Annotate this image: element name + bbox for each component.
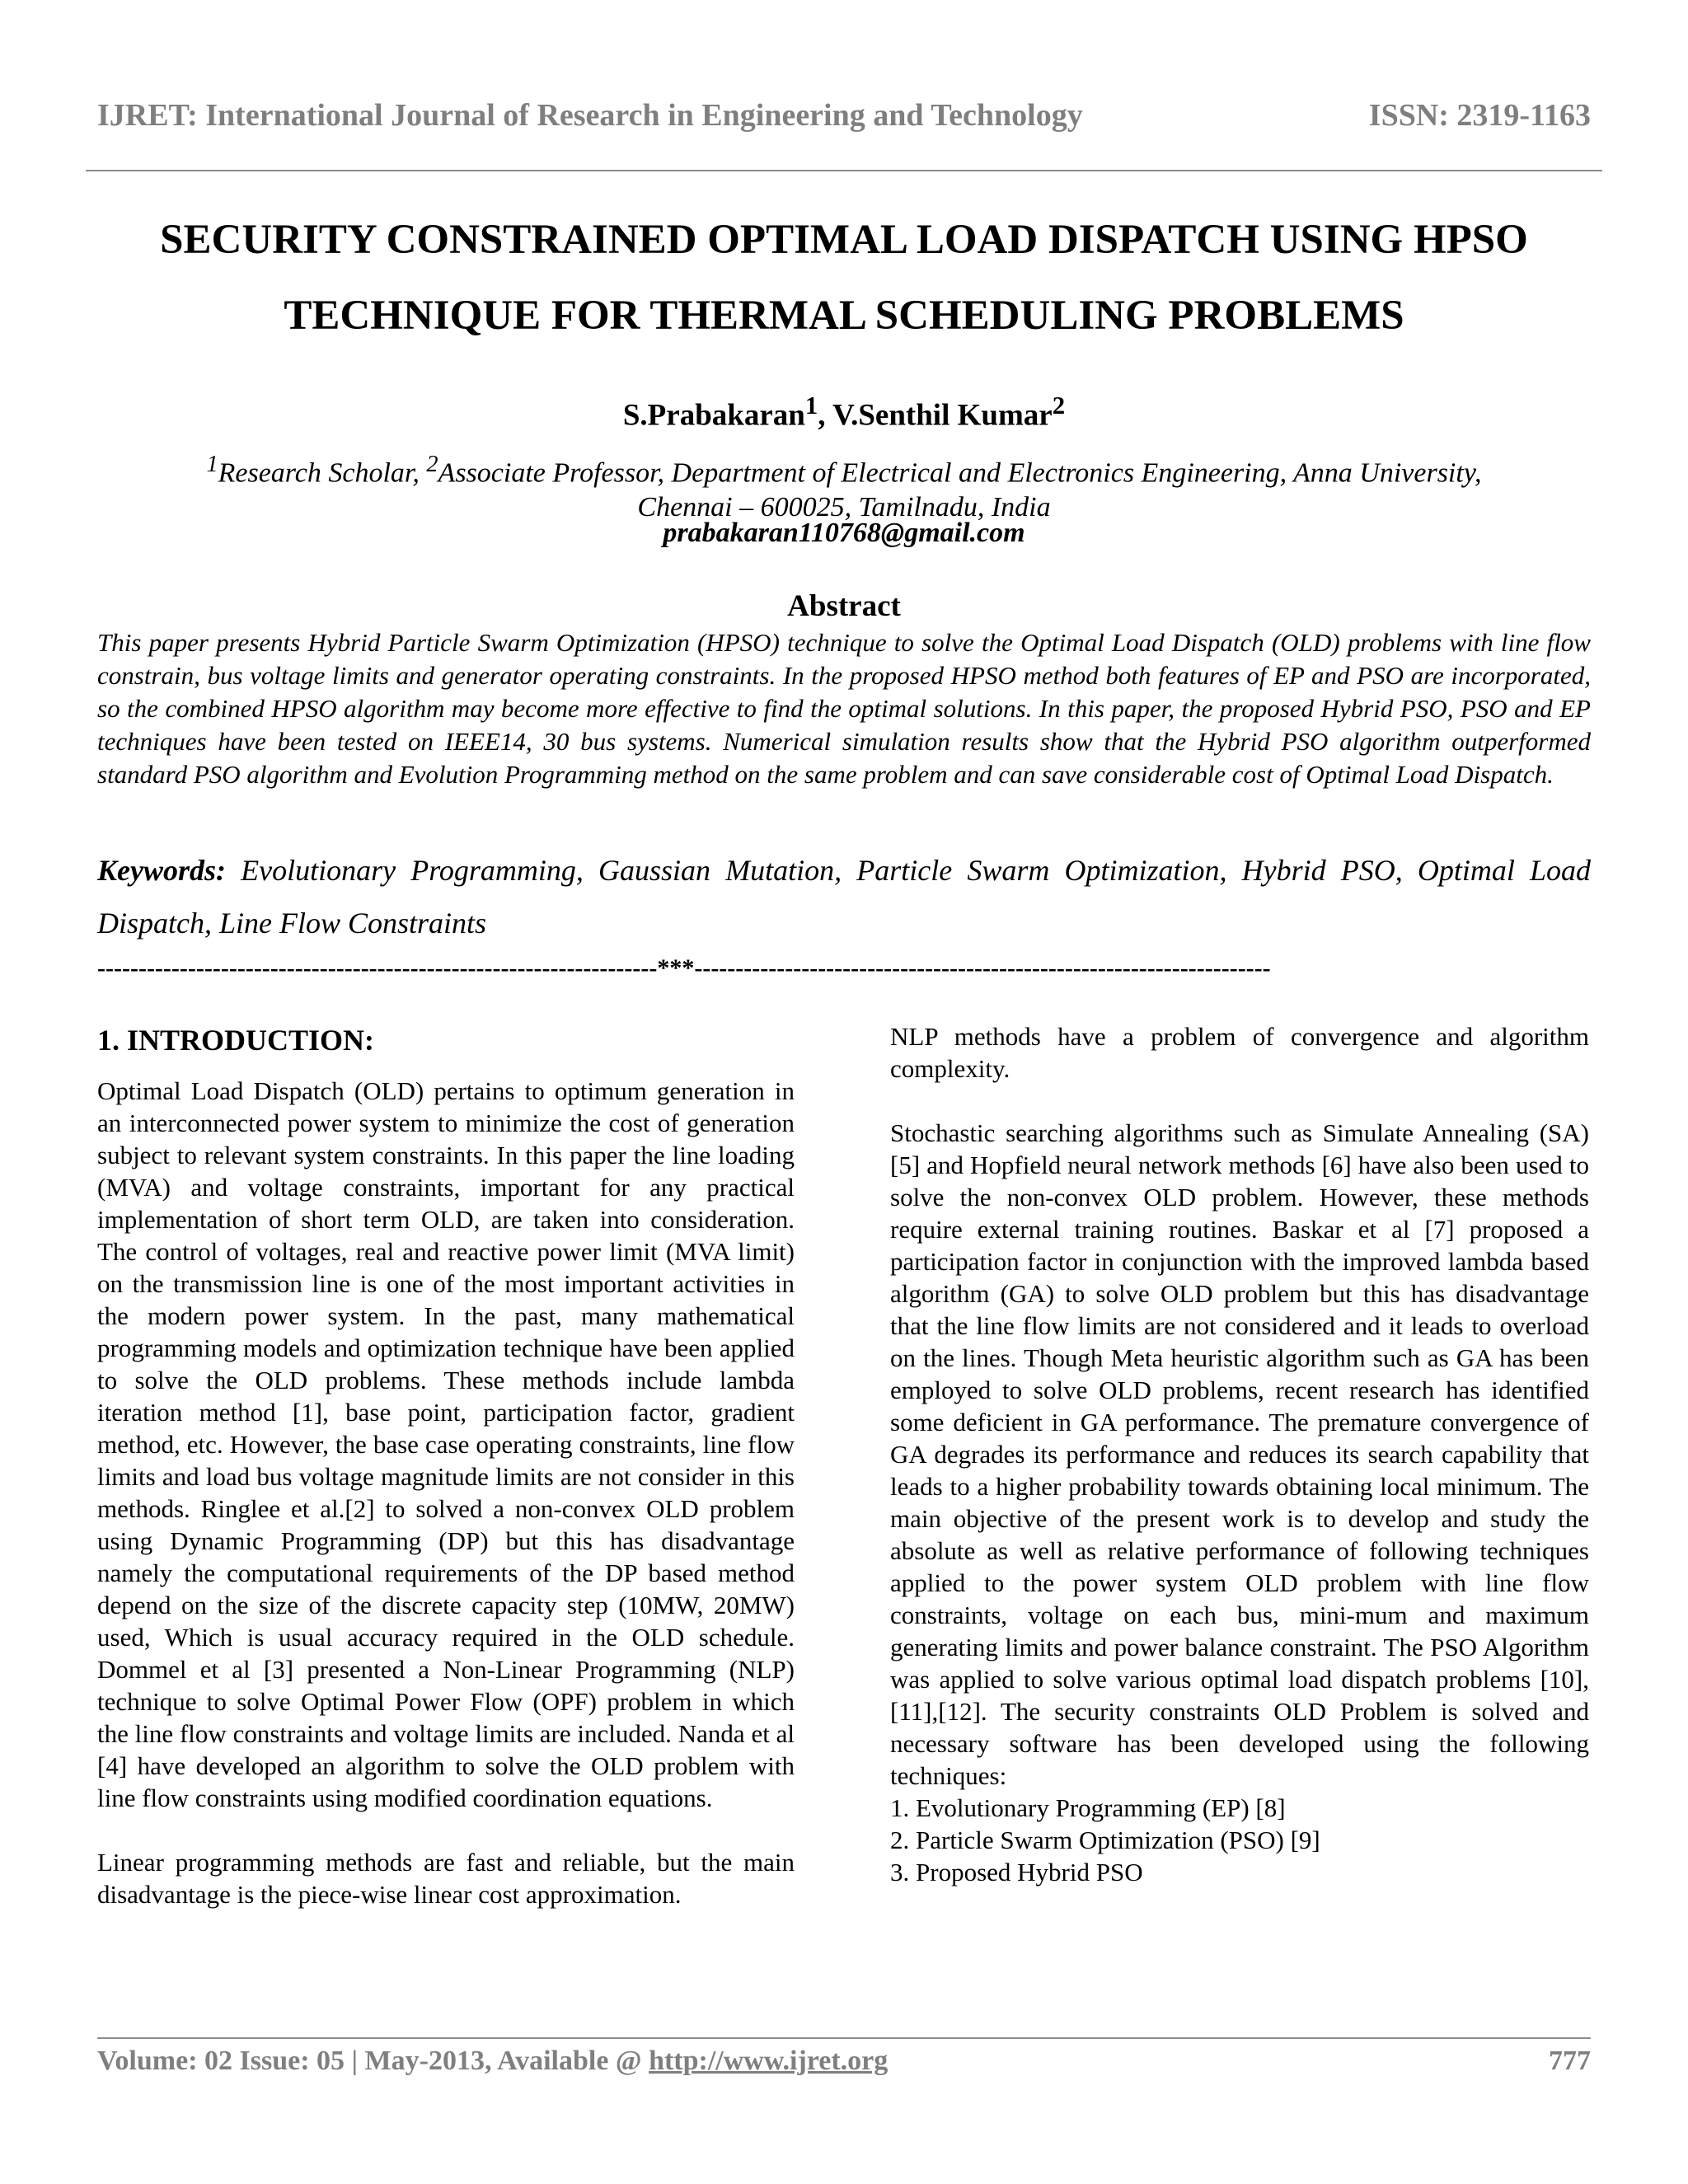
author-2: V.Senthil Kumar — [832, 398, 1053, 433]
affil-mark-1: 1 — [206, 452, 218, 477]
affil-role-1: Research Scholar, — [218, 457, 427, 489]
title-line-1: SECURITY CONSTRAINED OPTIMAL LOAD DISPATCH USING HPSO — [160, 217, 1528, 263]
footer-rule — [97, 2037, 1591, 2039]
issn: ISSN: 2319-1163 — [1368, 98, 1591, 133]
right-paragraph-2: Stochastic searching algorithms such as Simulate Annealing (SA) [5] and Hopfield neural network methods [6] have also been used to solve the non-convex OLD problem. However, these methods require external training routines. Baskar et al [7] proposed a participation factor in conjunction with the improved lambda based algorithm (GA) to solve OLD problem but this has disadvantage that the line flow limits are not considered and it leads to overload on the lines. Though Meta heuristic algorithm such as GA has been employed to solve OLD problems, recent research has identified some deficient in GA performance. The premature convergence of GA degrades its performance and reduces its search capability that leads to a higher probability towards obtaining local minimum. The main objective of the present work is to develop and study the absolute as well as relative performance of following techniques applied to the power system OLD problem with line flow constraints, voltage on each bus, mini-mum and maximum generating limits and power balance constraint. The PSO Algorithm was applied to solve various optimal load dispatch problems [10],[11],[12]. The security constraints OLD Problem is solved and necessary software has been developed using the following techniques: — [890, 1118, 1589, 1790]
abstract-text: This paper presents Hybrid Particle Swarm Optimization (HPSO) technique to solve the Optimal Load Dispatch (OLD) problems with line flow constrain, bus voltage limits and generator operating constraints. In the proposed HPSO method both features of EP and PSO are incorporated, so the combined HPSO algorithm may become more effective to find the optimal solutions. In this paper, the proposed Hybrid PSO, PSO and EP techniques have been tested on IEEE14, 30 bus systems. Numerical simulation results show that the Hybrid PSO algorithm outperformed standard PSO algorithm and Evolution Programming method on the same problem and can save considerable cost of Optimal Load Dispatch. — [97, 628, 1591, 789]
header-rule — [86, 170, 1602, 171]
authors — [86, 391, 1602, 433]
page-number: 777 — [1549, 2046, 1591, 2076]
volume-text: Volume: 02 Issue: 05 | May-2013, Available @ — [97, 2046, 649, 2076]
author-2-affil-mark: 2 — [1052, 391, 1066, 419]
keywords — [97, 844, 1591, 949]
affiliation-line-2: Chennai – 600025, Tamilnadu, India — [637, 492, 1051, 523]
list-item: 1. Evolutionary Programming (EP) [8] — [890, 1793, 1286, 1822]
left-column — [97, 1020, 795, 1943]
intro-paragraph-1: Optimal Load Dispatch (OLD) pertains to optimum generation in an interconnected power system to minimize the cost of generation subject to relevant system constraints. In this paper the line loading (MVA) and voltage constraints, important for any practical implementation of short term OLD, are taken into consideration. The control of voltages, real and reactive power limit (MVA limit) on the transmission line is one of the most important activities in the modern power system. In the past, many mathematical programming models and optimization technique have been applied to solve the OLD problems. These methods include lambda iteration method [1], base point, participation factor, gradient method, etc. However, the base case operating constraints, line flow limits and load bus voltage magnitude limits are not consider in this methods. Ringlee et al.[2] to solved a non-convex OLD problem using Dynamic Programming (DP) but this has disadvantage namely the computational requirements of the DP based method depend on the size of the discrete capacity step (10MW, 20MW) used, Which is usual accuracy required in the OLD schedule. Dommel et al [3] presented a Non-Linear Programming (NLP) technique to solve Optimal Power Flow (OPF) problem in which the line flow constraints and voltage limits are included. Nanda et al [4] have developed an algorithm to solve the OLD problem with line flow constraints using modified coordination equations. — [97, 1076, 795, 1812]
list-item: 2. Particle Swarm Optimization (PSO) [9] — [890, 1825, 1320, 1854]
volume-info — [97, 2046, 888, 2077]
title-line-2: TECHNIQUE FOR THERMAL SCHEDULING PROBLEMS — [284, 293, 1404, 339]
affiliation — [124, 448, 1564, 525]
list-item: 3. Proposed Hybrid PSO — [890, 1858, 1143, 1886]
intro-paragraph-2: Linear programming methods are fast and reliable, but the main disadvantage is the piece-wise linear cost approximation. — [97, 1848, 795, 1909]
keywords-label: Keywords: — [97, 854, 226, 887]
right-column — [890, 1020, 1589, 1888]
author-separator: , — [818, 398, 833, 433]
keywords-text: Evolutionary Programming, Gaussian Mutation, Particle Swarm Optimization, Hybrid PSO, Optimal Load Dispatch, Line Flow Constraints — [97, 854, 1591, 940]
author-1-affil-mark: 1 — [804, 391, 818, 419]
section-divider: --------------------------------------------------------------------***---------------------------------------------------------------------- — [97, 954, 1271, 982]
author-email: prabakaran110768@gmail.com — [663, 518, 1025, 548]
journal-link[interactable]: http://www.ijret.org — [649, 2046, 889, 2076]
journal-name: IJRET: International Journal of Research in Engineering and Technology — [97, 98, 1083, 133]
techniques-list — [890, 1792, 1589, 1888]
abstract-heading: Abstract — [787, 589, 901, 623]
affil-mark-2: 2 — [426, 452, 438, 477]
running-header — [97, 97, 1591, 147]
paper-title — [86, 202, 1602, 354]
running-footer — [97, 2046, 1591, 2087]
section-heading-introduction: 1. INTRODUCTION: — [97, 1024, 375, 1057]
right-paragraph-1: NLP methods have a problem of convergence and algorithm complexity. — [890, 1022, 1589, 1083]
affiliation-line-1 — [124, 448, 1564, 490]
author-1: S.Prabakaran — [622, 398, 805, 433]
affil-role-2: Associate Professor, Department of Electrical and Electronics Engineering, Anna University, — [438, 457, 1482, 489]
